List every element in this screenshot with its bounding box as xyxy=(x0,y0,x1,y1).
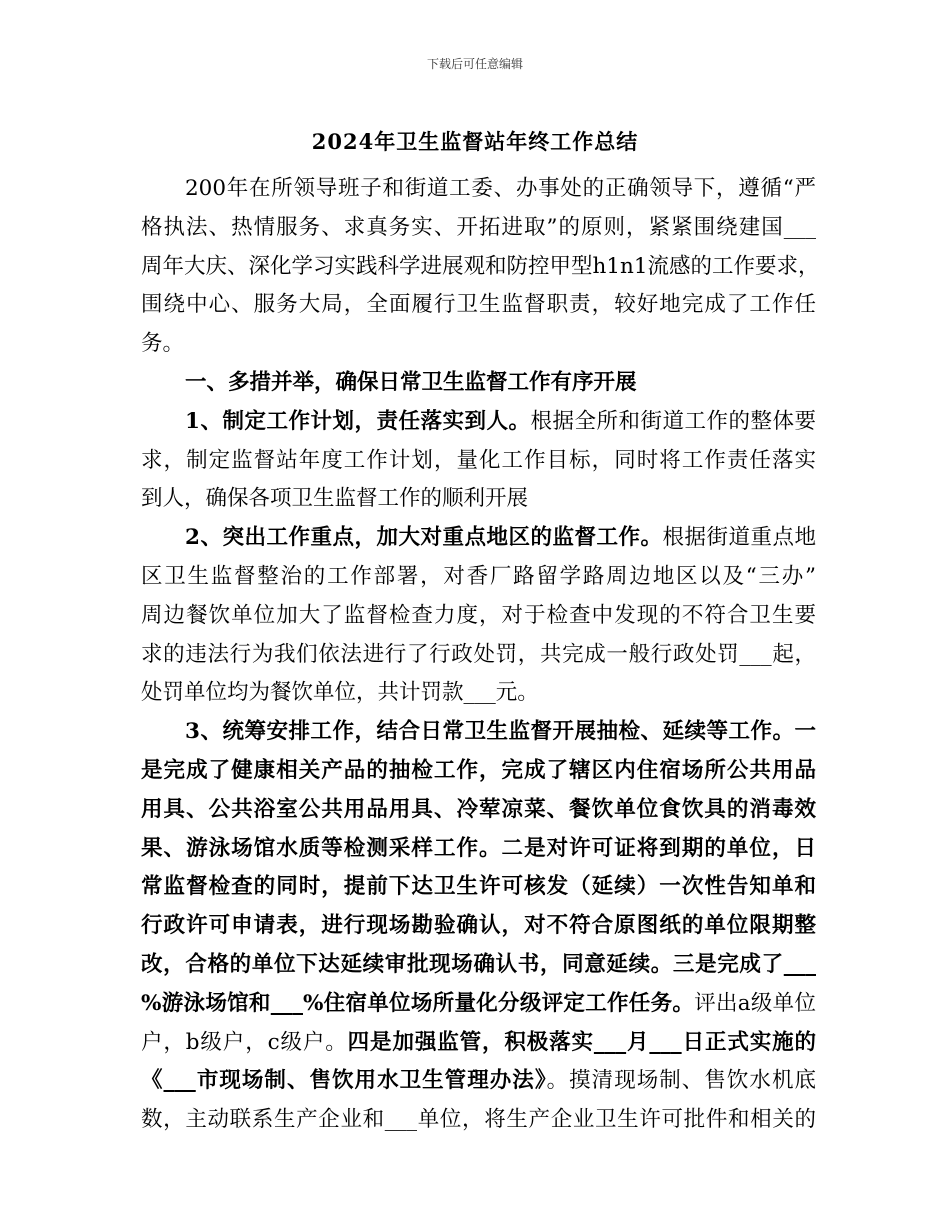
body-line xyxy=(141,480,816,519)
text-run: 周边餐饮单位加大了监督检查力度，对于检查中发现的不符合卫生要 xyxy=(141,602,816,628)
text-run: 行政许可申请表，进行现场勘验确认，对不符合原图纸的单位限期整 xyxy=(141,913,816,939)
body-line xyxy=(141,597,816,636)
text-run: 评出a级单位 xyxy=(694,990,816,1016)
text-run: 一、多措并举，确保日常卫生监督工作有序开展 xyxy=(185,369,637,395)
body-line xyxy=(141,1062,816,1101)
body-line xyxy=(141,209,816,248)
body-line xyxy=(141,248,820,287)
text-run: 数，主动联系生产企业和___单位，将生产企业卫生许可批件和相关的 xyxy=(141,1107,816,1133)
text-run: 根据街道重点地 xyxy=(662,525,816,551)
text-run: 用具、公共浴室公共用品用具、冷荤凉菜、餐饮单位食饮具的消毒效 xyxy=(141,796,816,822)
body-line xyxy=(141,752,816,791)
body-line xyxy=(141,636,816,675)
body-line xyxy=(141,946,816,985)
bold-lead: 2、突出工作重点，加大对重点地区的监督工作。 xyxy=(185,525,663,551)
body-line xyxy=(141,170,816,209)
body-line xyxy=(141,558,816,597)
page-header-note: 下载后可任意编辑 xyxy=(426,57,523,71)
document-title: 2024年卫生监督站年终工作总结 xyxy=(311,129,639,154)
body-line xyxy=(141,985,816,1024)
body-line xyxy=(141,713,816,752)
text-run: 到人，确保各项卫生监督工作的顺利开展 xyxy=(141,486,529,512)
body-line xyxy=(141,1024,816,1063)
body-line xyxy=(141,674,816,713)
body-line xyxy=(141,907,816,946)
body-line xyxy=(141,791,816,830)
text-run: 户，b级户，c级户。 xyxy=(141,1029,348,1055)
text-run: 。摸清现场制、售饮水机底 xyxy=(546,1068,816,1094)
bold-lead: 1、制定工作计划，责任落实到人。 xyxy=(185,408,531,434)
body-line xyxy=(141,1101,816,1140)
text-run: 务。 xyxy=(141,331,185,357)
text-run: 周年大庆、深化学习实践科学进展观和防控甲型h1n1流感的工作要求， xyxy=(141,253,820,279)
text-run: 围绕中心、服务大局，全面履行卫生监督职责，较好地完成了工作任 xyxy=(141,292,816,318)
text-run: 处罚单位均为餐饮单位，共计罚款___元。 xyxy=(141,680,539,706)
body-line xyxy=(141,442,816,481)
bold-run: 四是加强监管，积极落实___月___日正式实施的 xyxy=(347,1029,816,1055)
text-run: 求，制定监督站年度工作计划，量化工作目标，同时将工作责任落实 xyxy=(141,447,816,473)
document-body xyxy=(141,170,820,1140)
text-run: 格执法、热情服务、求真务实、开拓进取”的原则，紧紧围绕建国___ xyxy=(141,214,816,240)
body-line xyxy=(141,830,816,869)
text-run: 改，合格的单位下达延续审批现场确认书，同意延续。三是完成了___ xyxy=(141,951,816,977)
text-run: 求的违法行为我们依法进行了行政处罚，共完成一般行政处罚___起， xyxy=(141,641,816,667)
text-run: 区卫生监督整治的工作部署，对香厂路留学路周边地区以及“三办” xyxy=(141,563,816,589)
text-run: 果、游泳场馆水质等检测采样工作。二是对许可证将到期的单位，日 xyxy=(141,835,816,861)
text-run: 3、统筹安排工作，结合日常卫生监督开展抽检、延续等工作。一 xyxy=(185,719,816,745)
body-line xyxy=(141,868,816,907)
body-line xyxy=(141,286,816,325)
body-line xyxy=(141,403,816,442)
text-run: 根据全所和街道工作的整体要 xyxy=(530,408,816,434)
bold-lead: 《___市现场制、售饮用水卫生管理办法》 xyxy=(141,1068,547,1094)
bold-lead: %游泳场馆和___%住宿单位场所量化分级评定工作任务。 xyxy=(141,990,695,1016)
text-run: 是完成了健康相关产品的抽检工作，完成了辖区内住宿场所公共用品 xyxy=(141,757,816,783)
text-run: 常监督检查的同时，提前下达卫生许可核发（延续）一次性告知单和 xyxy=(141,874,816,900)
body-line xyxy=(141,519,816,558)
section-heading xyxy=(141,364,816,403)
body-line xyxy=(141,325,816,364)
text-run: 200年在所领导班子和街道工委、办事处的正确领导下，遵循“严 xyxy=(185,176,816,201)
